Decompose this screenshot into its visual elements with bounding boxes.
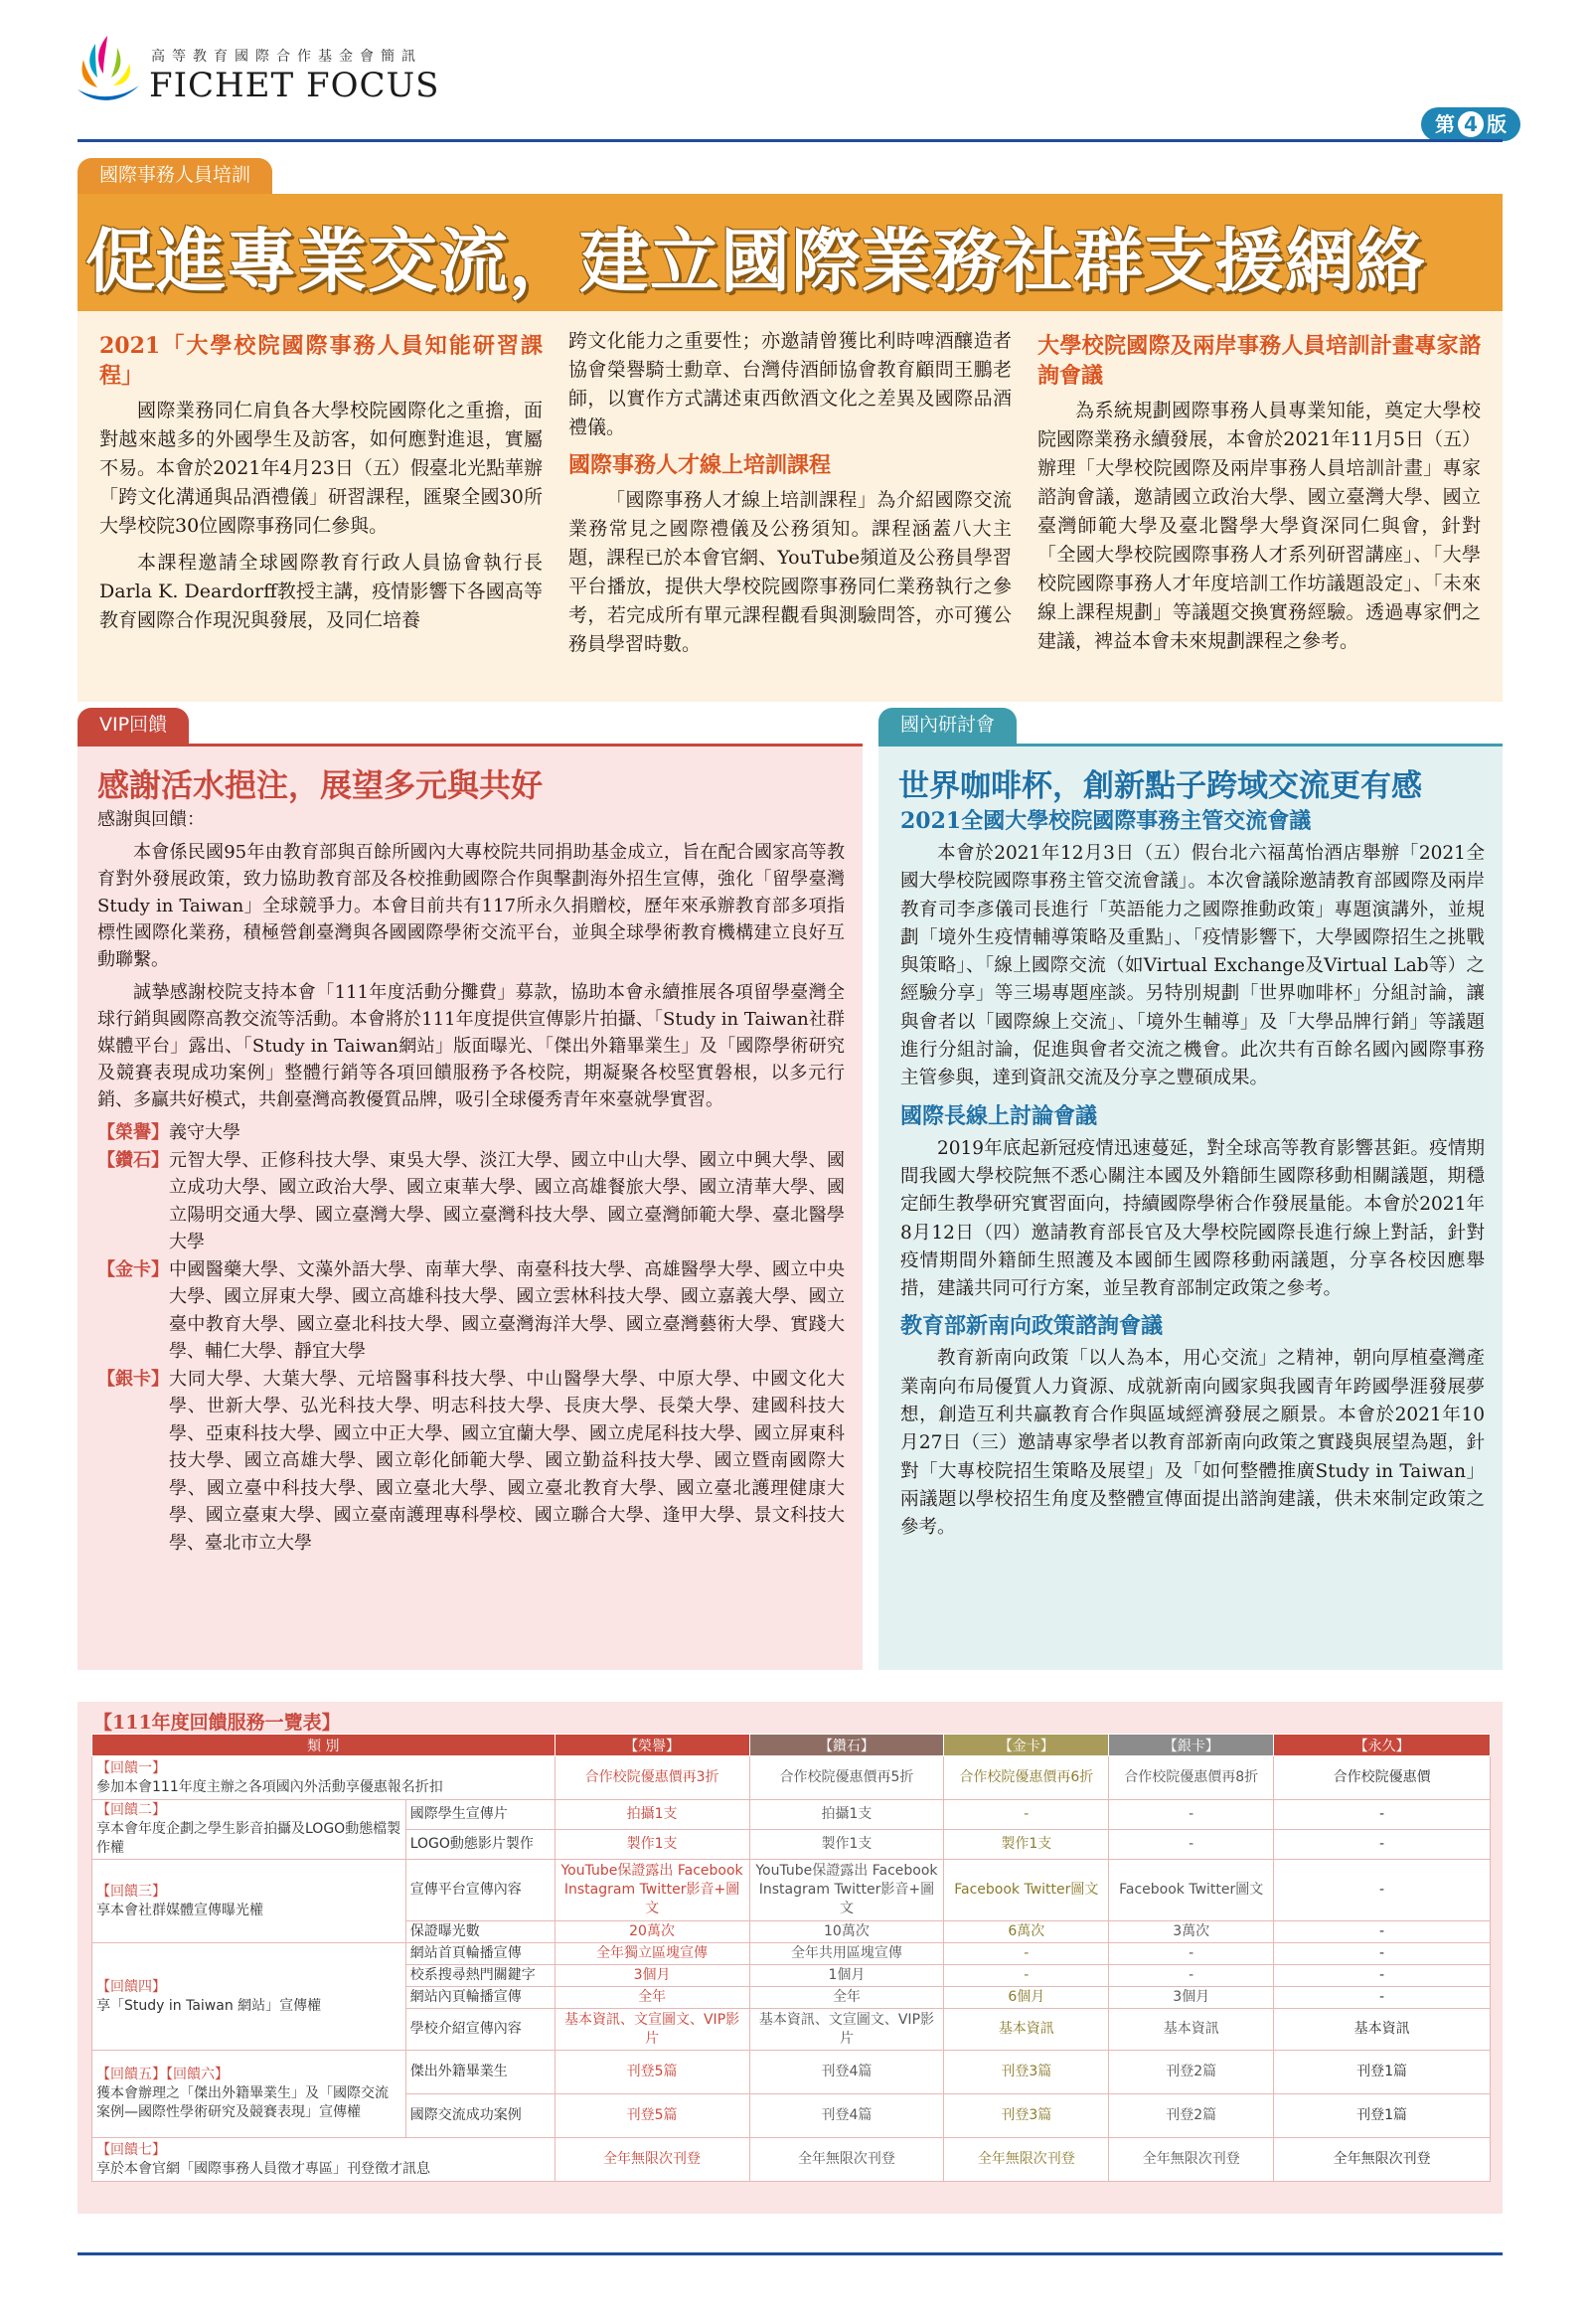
cell: 基本資訊 [1109,2009,1274,2051]
tier-diamond [97,1147,845,1256]
row-desc: 享「Study in Taiwan 網站」宣傳權 [96,1997,322,2014]
header-divider [78,139,1503,142]
item-label: LOGO動態影片製作 [405,1830,555,1860]
cell: 刊登4篇 [749,2094,944,2138]
cell: - [1274,1965,1491,1987]
cell: 全年無限次刊登 [555,2138,749,2182]
row-desc: 獲本會辦理之「傑出外籍畢業生」及「國際交流案例—國際性學術研究及競賽表現」宣傳權 [96,2085,389,2120]
cell: 合作校院優惠價再8折 [1109,1756,1274,1800]
vip-box [78,744,863,1670]
page-number: 4 [1458,111,1484,137]
vip-lead: 感謝與回饋： [97,809,205,830]
feedback-table [91,1734,1491,2182]
cell: YouTube保證露出 Facebook Instagram Twitter影音+圖文 [749,1860,944,1921]
col2-paragraph-1: 「國際事務人才線上培訓課程」為介紹國際交流業務常見之國際禮儀及公務須知。課程涵蓋八大主題，課程已於本會官網、YouTube頻道及公務員學習平台播放，提供大學校院國際事務同仁業務執行之參考，若完成所有單元課程觀看與測驗問答，亦可獲公務員學習時數。 [568,489,1012,655]
row-label [92,1800,406,1860]
page-prefix: 第 [1435,112,1455,136]
cell: 合作校院優惠價 [1274,1756,1491,1800]
row-tag: 【回饋七】 [96,2141,166,2158]
tier-label: 【鑽石】 [97,1149,169,1171]
section-tag-seminar: 國內研討會 [878,708,1017,744]
cell: 刊登2篇 [1109,2094,1274,2138]
table-row [92,2138,1491,2182]
row-label [92,2138,556,2182]
seminar-paragraph-2: 2019年底起新冠疫情迅速蔓延，對全球高等教育影響甚鉅。疫情期間我國大學校院無不悉心關注本國及外籍師生國際移動相關議題，期穩定師生教學研究實習面向，持續國際學術合作發展量能。本會於2021年8月12日（四）邀請教育部長官及大學校院國際長進行線上對話，針對疫情期間外籍師生照護及本國師生國際移動兩議題，分享各校因應舉措，建議共同可行方案，並呈教育部制定政策之參考。 [900,1137,1485,1300]
row-tag: 【回饋四】 [96,1978,166,1995]
table-header-row [92,1735,1491,1756]
cell: - [1109,1830,1274,1860]
cell: 全年無限次刊登 [749,2138,944,2182]
column-2 [568,327,1012,667]
header-permanent: 【永久】 [1274,1735,1491,1756]
item-label: 保證曝光數 [405,1921,555,1943]
column-1 [99,331,543,643]
cell: Facebook Twitter圖文 [944,1860,1109,1921]
tier-gold [97,1256,845,1366]
col2-heading: 國際事務人才線上培訓課程 [568,452,832,478]
cell: 製作1支 [555,1830,749,1860]
cell: 製作1支 [944,1830,1109,1860]
item-label: 國際學生宣傳片 [405,1800,555,1830]
header-silver: 【銀卡】 [1109,1735,1274,1756]
header-gold: 【金卡】 [944,1735,1109,1756]
cell: 全年獨立區塊宣傳 [555,1943,749,1965]
cell: 全年無限次刊登 [944,2138,1109,2182]
cell: - [1274,1921,1491,1943]
headline-banner [78,194,1503,311]
training-box [78,311,1503,702]
row-label [92,1860,406,1943]
cell: 拍攝1支 [749,1800,944,1830]
vip-paragraph-2: 誠摯感謝校院支持本會「111年度活動分攤費」募款，協助本會永續推展各項留學臺灣全球行銷與國際高教交流等活動。本會將於111年度提供宣傳影片拍攝、「Study in Taiwan社群媒體平台」露出、「Study in Taiwan網站」版面曝光、「傑出外籍畢業生」及「國際學術研究及競賽表現成功案例」整體行銷等各項回饋服務予各校院，期凝聚各校堅實磐根，以多元行銷、多贏共好模式，共創臺灣高教優質品牌，吸引全球優秀青年來臺就學實習。 [97,982,845,1110]
tier-list: 義守大學 [169,1122,240,1143]
cell: 刊登2篇 [1109,2051,1274,2094]
cell: 全年無限次刊登 [1274,2138,1491,2182]
col1-paragraph-1: 國際業務同仁肩負各大學校院國際化之重擔，面對越來越多的外國學生及訪客，如何應對進退，實屬不易。本會於2021年4月23日（五）假臺北光點華辦「跨文化溝通與品酒禮儀」研習課程，匯聚全國30所大學校院30位國際事務同仁參與。 [99,400,543,537]
column-3 [1037,331,1481,664]
item-label: 國際交流成功案例 [405,2094,555,2138]
cell: 刊登5篇 [555,2094,749,2138]
cell: 全年 [555,1987,749,2009]
masthead [74,30,471,109]
tier-list: 中國醫藥大學、文藻外語大學、南華大學、南臺科技大學、高雄醫學大學、國立中央大學、國立屏東大學、國立高雄科技大學、國立雲林科技大學、國立嘉義大學、國立臺中教育大學、國立臺北科技大學、國立臺灣海洋大學、國立臺灣藝術大學、實踐大學、輔仁大學、靜宜大學 [169,1258,845,1362]
cell: - [944,1965,1109,1987]
cell: 合作校院優惠價再5折 [749,1756,944,1800]
header-honor: 【榮譽】 [555,1735,749,1756]
header-diamond: 【鑽石】 [749,1735,944,1756]
cell: 3個月 [555,1965,749,1987]
cell: Facebook Twitter圖文 [1109,1860,1274,1921]
cell: 20萬次 [555,1921,749,1943]
seminar-paragraph-1: 本會於2021年12月3日（五）假台北六福萬怡酒店舉辦「2021全國大學校院國際事務主管交流會議」。本次會議除邀請教育部國際及兩岸教育司李彥儀司長進行「英語能力之國際推動政策」專題演講外，並規劃「境外生疫情輔導策略及重點」、「疫情影響下，大學國際招生之挑戰與策略」、「線上國際交流（如Virtual Exchange及Virtual Lab等）之經驗分享」等三場專題座談。另特別規劃「世界咖啡杯」分組討論，讓與會者以「國際線上交流」、「境外生輔導」及「大學品牌行銷」等議題進行分組討論，促進與會者交流之機會。此次共有百餘名國內國際事務主管參與，達到資訊交流及分享之豐碩成果。 [900,843,1485,1089]
col3-paragraph-1: 為系統規劃國際事務人員專業知能，奠定大學校院國際業務永續發展，本會於2021年11月5日（五）辦理「大學校院國際及兩岸事務人員培訓計畫」專家諮詢會議，邀請國立政治大學、國立臺灣大學、國立臺灣師範大學及臺北醫學大學資深同仁與會，針對「全國大學校院國際事務人才系列研習講座」、「大學校院國際事務人才年度培訓工作坊議題設定」、「未來線上課程規劃」等議題交換實務經驗。透過專家們之建議，裨益本會未來規劃課程之參考。 [1037,400,1481,652]
fichet-logo-icon [74,30,147,109]
col3-heading: 大學校院國際及兩岸事務人員培訓計畫專家諮詢會議 [1037,333,1481,389]
item-label: 宣傳平台宣傳內容 [405,1860,555,1921]
vip-body [97,806,845,1557]
tier-honor [97,1119,845,1147]
cell: YouTube保證露出 Facebook Instagram Twitter影音+圖文 [555,1860,749,1921]
section-tag-vip: VIP回饋 [78,708,189,744]
cell: 刊登4篇 [749,2051,944,2094]
cell: - [944,1943,1109,1965]
seminar-heading-3: 教育部新南向政策諮詢會議 [900,1313,1164,1340]
cell: - [1274,1943,1491,1965]
cell: 全年共用區塊宣傳 [749,1943,944,1965]
seminar-title: 世界咖啡杯，創新點子跨域交流更有感 [898,768,1422,804]
cell: - [1274,1987,1491,2009]
table-row [92,1943,1491,1965]
cell: - [1274,1860,1491,1921]
row-desc: 參加本會111年度主辦之各項國內外活動享優惠報名折扣 [96,1778,443,1795]
col2-paragraph-0: 跨文化能力之重要性；亦邀請曾獲比利時啤酒釀造者協會榮譽騎士勳章、台灣侍酒師協會教育顧問王鵬老師，以實作方式講述東西飲酒文化之差異及國際品酒禮儀。 [568,330,1012,438]
seminar-body [900,806,1485,1543]
vip-paragraph-1: 本會係民國95年由教育部與百餘所國內大專校院共同捐助基金成立，旨在配合國家高等教育對外發展政策，致力協助教育部及各校推動國際合作與擊劃海外招生宣傳，強化「留學臺灣Study in Taiwan」全球競爭力。本會目前共有117所永久捐贈校，歷年來承辦教育部多項指標性國際化業務，積極營創臺灣與各國國際學術交流平台，並與全球學術教育機構建立良好互動聯繫。 [97,842,845,970]
footer-divider [78,2252,1503,2255]
cell: 1個月 [749,1965,944,1987]
item-label: 網站首頁輪播宣傳 [405,1943,555,1965]
col1-paragraph-2: 本課程邀請全球國際教育行政人員協會執行長Darla K. Deardorff教授主講，疫情影響下各國高等教育國際合作現況與發展，及同仁培養 [99,552,543,631]
item-label: 校系搜尋熱門關鍵字 [405,1965,555,1987]
row-label [92,1943,406,2051]
cell: - [1274,1830,1491,1860]
cell: - [1109,1943,1274,1965]
cell: - [944,1800,1109,1830]
row-tag: 【回饋一】 [96,1759,166,1776]
tier-list: 大同大學、大葉大學、元培醫事科技大學、中山醫學大學、中原大學、中國文化大學、世新大學、弘光科技大學、明志科技大學、長庚大學、長榮大學、建國科技大學、亞東科技大學、國立中正大學、國立宜蘭大學、國立虎尾科技大學、國立屏東科技大學、國立高雄大學、國立彰化師範大學、國立勤益科技大學、國立暨南國際大學、國立臺中科技大學、國立臺北大學、國立臺北教育大學、國立臺北護理健康大學、國立臺東大學、國立臺南護理專科學校、國立聯合大學、逢甲大學、景文科技大學、臺北市立大學 [169,1368,845,1554]
table-caption: 【111年度回饋服務一覽表】 [93,1712,341,1734]
cell: 製作1支 [749,1830,944,1860]
cell: - [1109,1800,1274,1830]
org-name-small: 高等教育國際合作基金會簡訊 [151,49,422,65]
row-desc: 享本會年度企劃之學生影音拍攝及LOGO動態檔製作權 [96,1821,401,1856]
cell: - [1274,1800,1491,1830]
item-label: 傑出外籍畢業生 [405,2051,555,2094]
row-label [92,1756,556,1800]
header-category: 類 別 [92,1735,556,1756]
row-tag: 【回饋二】 [96,1802,166,1818]
tier-label: 【銀卡】 [97,1368,169,1390]
row-tag: 【回饋五】【回饋六】 [96,2067,229,2082]
row-desc: 享本會社群媒體宣傳曝光權 [96,1902,263,1918]
page-suffix: 版 [1487,112,1507,136]
row-tag: 【回饋三】 [96,1883,166,1900]
feedback-table-section [78,1702,1503,2214]
tier-label: 【榮譽】 [97,1122,169,1143]
seminar-box [878,744,1503,1670]
row-desc: 享於本會官網「國際事務人員徵才專區」刊登徵才訊息 [96,2160,430,2177]
cell: 刊登3篇 [944,2051,1109,2094]
cell: 6萬次 [944,1921,1109,1943]
cell: 刊登3篇 [944,2094,1109,2138]
table-row [92,1860,1491,1921]
cell: 全年 [749,1987,944,2009]
cell: 10萬次 [749,1921,944,1943]
table-row [92,1800,1491,1830]
section-tag-training: 國際事務人員培訓 [78,158,272,194]
vip-title: 感謝活水挹注，展望多元與共好 [97,766,544,804]
cell: 合作校院優惠價再3折 [555,1756,749,1800]
cell: 刊登1篇 [1274,2051,1491,2094]
cell: 拍攝1支 [555,1800,749,1830]
item-label: 網站內頁輪播宣傳 [405,1987,555,2009]
tier-list: 元智大學、正修科技大學、東吳大學、淡江大學、國立中山大學、國立中興大學、國立成功大學、國立政治大學、國立東華大學、國立高雄餐旅大學、國立清華大學、國立陽明交通大學、國立臺灣大學、國立臺灣科技大學、國立臺灣師範大學、臺北醫學大學 [169,1149,845,1252]
cell: 6個月 [944,1987,1109,2009]
table-row [92,2051,1491,2094]
headline: 促進專業交流，建立國際業務社群支援網絡 [85,220,1426,302]
cell: 基本資訊、文宣圖文、VIP影片 [555,2009,749,2051]
cell: 合作校院優惠價再6折 [944,1756,1109,1800]
seminar-heading-2: 國際長線上討論會議 [900,1102,1098,1129]
page-number-badge [1421,107,1520,141]
seminar-paragraph-3: 教育新南向政策「以人為本，用心交流」之精神，朝向厚植臺灣產業南向布局優質人力資源、成就新南向國家與我國青年跨國學涯發展夢想，創造互利共贏教育合作與區域經濟發展之願景。本會於2021年10月27日（三）邀請專家學者以教育部新南向政策之實踐與展望為題，針對「大專校院招生策略及展望」及「如何整體推廣Study in Taiwan」兩議題以學校招生角度及整體宣傳面提出諮詢建議，供未來制定政策之參考。 [900,1348,1485,1539]
brand-title: FICHET FOCUS [149,66,440,105]
tier-label: 【金卡】 [97,1258,169,1280]
cell: 刊登5篇 [555,2051,749,2094]
seminar-heading-1: 2021全國大學校院國際事務主管交流會議 [900,808,1312,834]
col1-heading: 2021「大學校院國際事務人員知能研習課程」 [99,333,543,389]
cell: 基本資訊、文宣圖文、VIP影片 [749,2009,944,2051]
cell: 全年無限次刊登 [1109,2138,1274,2182]
cell: 3萬次 [1109,1921,1274,1943]
cell: 基本資訊 [1274,2009,1491,2051]
cell: 3個月 [1109,1987,1274,2009]
row-label [92,2051,406,2138]
table-row [92,1756,1491,1800]
tier-silver [97,1366,845,1558]
cell: 刊登1篇 [1274,2094,1491,2138]
item-label: 學校介紹宣傳內容 [405,2009,555,2051]
cell: - [1109,1965,1274,1987]
cell: 基本資訊 [944,2009,1109,2051]
